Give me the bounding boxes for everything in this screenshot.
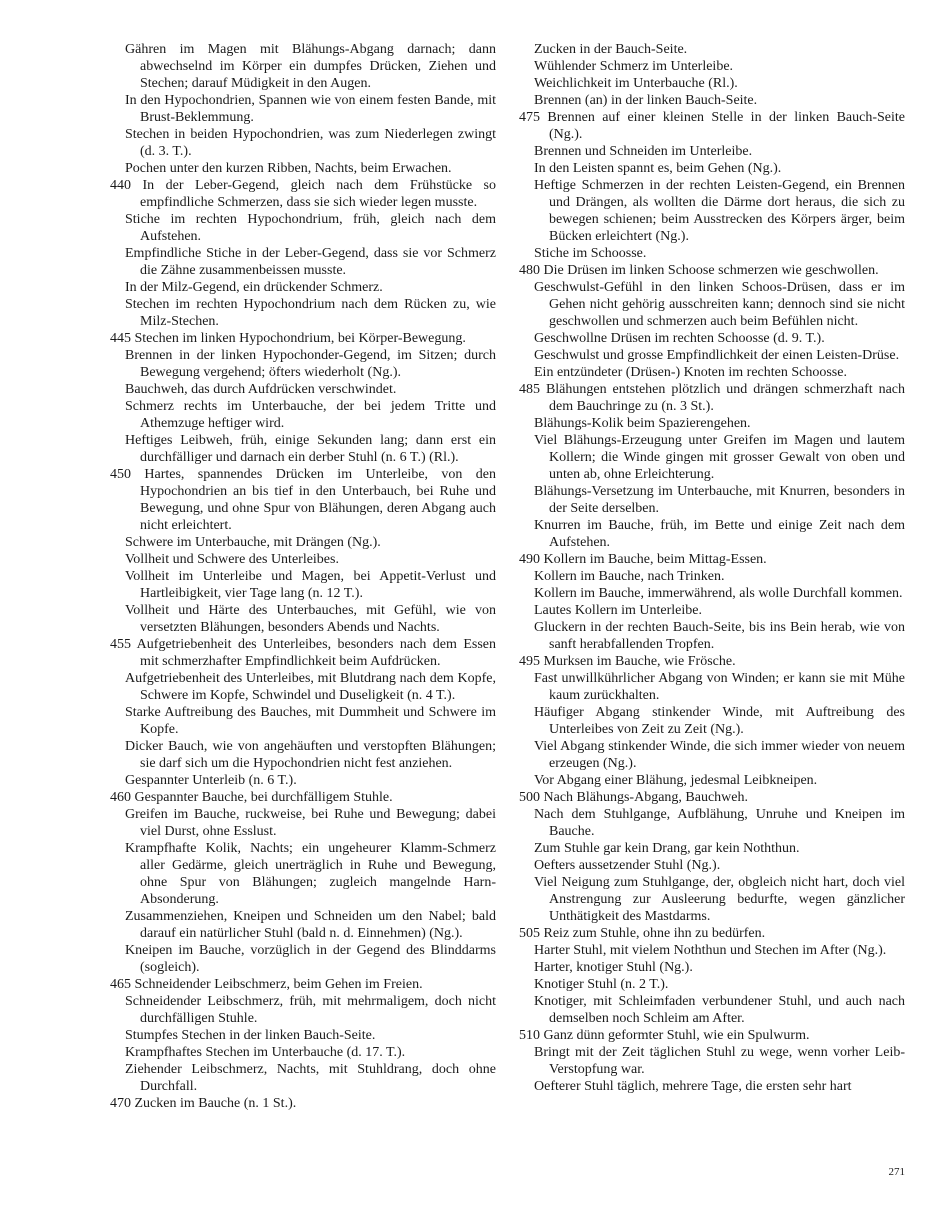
entry: [110, 670, 496, 704]
entry: [110, 738, 496, 772]
entry-text: Kollern im Bauche, beim Mittag-Essen.: [543, 552, 767, 567]
entry: [519, 976, 905, 993]
entry: [519, 857, 905, 874]
entry: [519, 993, 905, 1027]
entry: [519, 568, 905, 585]
entry: [519, 789, 905, 806]
entry: [110, 330, 496, 347]
entry: [110, 466, 496, 534]
entry-text: Hartes, spannendes Drücken im Unterleibe, von den Hypochondrien an bis tief in den Unterbauch, bei Ruhe und Bewegung, und ohne Spur von Blähungen, deren Abgang auch nicht erleichtert.: [140, 467, 497, 533]
entry: [110, 840, 496, 908]
entry: [519, 585, 905, 602]
entry-number: 445: [110, 331, 135, 346]
entry: [519, 704, 905, 738]
entry-text: Häufiger Abgang stinkender Winde, mit Auftreibung des Unterleibes von Zeit zu Zeit (Ng.).: [534, 705, 905, 737]
entry-text: Harter, knotiger Stuhl (Ng.).: [534, 960, 693, 975]
entry: [519, 738, 905, 772]
entry-text: In der Leber-Gegend, gleich nach dem Frühstücke so empfindliche Schmerzen, dass sie sich wieder legen musste.: [140, 178, 496, 210]
entry: [519, 925, 905, 942]
entry-text: Oefterer Stuhl täglich, mehrere Tage, die ersten sehr hart: [534, 1079, 852, 1094]
entry-text: Lautes Kollern im Unterleibe.: [534, 603, 702, 618]
entry: [110, 1061, 496, 1095]
entry-text: Gluckern in der rechten Bauch-Seite, bis ins Bein herab, wie von sanft herabfallenden Tropfen.: [534, 620, 905, 652]
entry-text: Stumpfes Stechen in der linken Bauch-Seite.: [125, 1028, 376, 1043]
entry-text: Heftiges Leibweh, früh, einige Sekunden lang; dann erst ein durchfälliger und darnach ein derber Stuhl (n. 6 T.) (Rl.).: [125, 433, 496, 465]
entry-text: Brennen (an) in der linken Bauch-Seite.: [534, 93, 758, 108]
entry-text: Stiche im Schoosse.: [534, 246, 647, 261]
entry: [110, 993, 496, 1027]
entry: [110, 92, 496, 126]
entry: [519, 1044, 905, 1078]
entry-number: 505: [519, 926, 544, 941]
entry: [519, 942, 905, 959]
entry-text: Kollern im Bauche, immerwährend, als wolle Durchfall kommen.: [534, 586, 903, 601]
entry: [110, 534, 496, 551]
entry-number: 480: [519, 263, 544, 278]
entry: [519, 41, 905, 58]
entry-text: Blähungen entstehen plötzlich und drängen schmerzhaft nach dem Bauchringe zu (n. 3 St.).: [545, 382, 905, 414]
entry-text: Knotiger Stuhl (n. 2 T.).: [534, 977, 669, 992]
entry-text: Reiz zum Stuhle, ohne ihn zu bedürfen.: [543, 926, 766, 941]
entry: [110, 126, 496, 160]
entry: [110, 704, 496, 738]
entry-number: 440: [110, 178, 143, 193]
entry: [110, 160, 496, 177]
entry-number: 500: [519, 790, 544, 805]
entry: [519, 619, 905, 653]
entry: [110, 398, 496, 432]
entry: [519, 364, 905, 381]
entry-text: Heftige Schmerzen in der rechten Leisten-Gegend, ein Brennen und Drängen, als wollten die Därme dort heraus, die sich zu bewegen schienen; beim Ausstrecken des Körpers ärger, beim Bücken erleichtert (Ng.).: [534, 178, 905, 244]
entry: [110, 245, 496, 279]
entry-text: Kneipen im Bauche, vorzüglich in der Gegend des Blinddarms (sogleich).: [125, 943, 496, 975]
entry-text: Gespannter Bauche, bei durchfälligem Stuhle.: [134, 790, 393, 805]
entry-text: Ein entzündeter (Drüsen-) Knoten im rechten Schoosse.: [534, 365, 847, 380]
entry-text: Viel Abgang stinkender Winde, die sich immer wieder von neuem erzeugen (Ng.).: [534, 739, 905, 771]
entry-text: Stechen in beiden Hypochondrien, was zum Niederlegen zwingt (d. 3. T.).: [125, 127, 496, 159]
entry-text: In der Milz-Gegend, ein drückender Schmerz.: [125, 280, 383, 295]
entry-text: Pochen unter den kurzen Ribben, Nachts, beim Erwachen.: [125, 161, 452, 176]
entry: [519, 1078, 905, 1095]
entry-text: Aufgetriebenheit des Unterleibes, mit Blutdrang nach dem Kopfe, Schwere im Kopfe, Schwindel und Duseligkeit (n. 4 T.).: [125, 671, 496, 703]
entry: [519, 177, 905, 245]
entry: [519, 1027, 905, 1044]
entry-text: Vollheit und Schwere des Unterleibes.: [125, 552, 339, 567]
entry-number: 490: [519, 552, 544, 567]
entry: [519, 670, 905, 704]
entry-text: Brennen und Schneiden im Unterleibe.: [534, 144, 753, 159]
entry-text: Blähungs-Kolik beim Spazierengehen.: [534, 416, 751, 431]
entry: [110, 636, 496, 670]
entry-text: Geschwollne Drüsen im rechten Schoosse (d. 9. T.).: [534, 331, 825, 346]
entry-number: 475: [519, 110, 548, 125]
entry-text: Geschwulst und grosse Empfindlichkeit der einen Leisten-Drüse.: [534, 348, 900, 363]
entry: [519, 483, 905, 517]
left-column: [110, 41, 496, 1112]
entry: [519, 160, 905, 177]
entry-text: Schneidender Leibschmerz, beim Gehen im Freien.: [134, 977, 423, 992]
entry-text: Krampfhaftes Stechen im Unterbauche (d. 17. T.).: [125, 1045, 406, 1060]
entry-text: Geschwulst-Gefühl in den linken Schoos-Drüsen, dass er im Gehen nicht gehörig ausschreiten kann; dennoch sind sie nicht geschwollen und schmerzen auch beim Befühlen nicht.: [534, 280, 905, 329]
entry: [519, 92, 905, 109]
entry: [110, 908, 496, 942]
entry-text: Zucken in der Bauch-Seite.: [534, 42, 688, 57]
entry-text: Vollheit und Härte des Unterbauches, mit Gefühl, wie von versetzten Blähungen, besonders Abends und Nachts.: [125, 603, 496, 635]
entry: [519, 772, 905, 789]
entry: [110, 789, 496, 806]
entry-text: Zusammenziehen, Kneipen und Schneiden um den Nabel; bald darauf ein natürlicher Stuhl (bald n. d. Einnehmen) (Ng.).: [125, 909, 496, 941]
entry-text: Vor Abgang einer Blähung, jedesmal Leibkneipen.: [534, 773, 818, 788]
entry: [519, 279, 905, 330]
entry-text: Bringt mit der Zeit täglichen Stuhl zu wege, wenn vorher Leib-Verstopfung war.: [534, 1045, 905, 1077]
entry-text: Stechen im linken Hypochondrium, bei Körper-Bewegung.: [134, 331, 466, 346]
entry-number: 470: [110, 1096, 135, 1111]
entry: [519, 262, 905, 279]
entry: [110, 177, 496, 211]
entry-text: Gespannter Unterleib (n. 6 T.).: [125, 773, 297, 788]
entry-text: Starke Auftreibung des Bauches, mit Dummheit und Schwere im Kopfe.: [125, 705, 496, 737]
entry: [519, 381, 905, 415]
entry-text: Schmerz rechts im Unterbauche, der bei jedem Tritte und Athemzuge heftiger wird.: [125, 399, 496, 431]
entry: [519, 840, 905, 857]
entry-text: Schwere im Unterbauche, mit Drängen (Ng.).: [125, 535, 381, 550]
right-column: [519, 41, 905, 1095]
entry: [519, 517, 905, 551]
entry: [110, 806, 496, 840]
entry-text: Bauchweh, das durch Aufdrücken verschwindet.: [125, 382, 397, 397]
entry: [110, 381, 496, 398]
entry: [110, 1044, 496, 1061]
entry: [519, 874, 905, 925]
entry: [519, 347, 905, 364]
entry: [519, 330, 905, 347]
entry: [519, 959, 905, 976]
entry-text: Brennen in der linken Hypochonder-Gegend, im Sitzen; durch Bewegung vergehend; öfters wiederholt (Ng.).: [125, 348, 496, 380]
entry-text: Empfindliche Stiche in der Leber-Gegend, dass sie vor Schmerz die Zähne zusammenbeissen musste.: [125, 246, 496, 278]
entry-number: 485: [519, 382, 546, 397]
entry: [519, 143, 905, 160]
entry-number: 465: [110, 977, 135, 992]
entry-text: Stiche im rechten Hypochondrium, früh, gleich nach dem Aufstehen.: [125, 212, 496, 244]
entry-text: Knotiger, mit Schleimfaden verbundener Stuhl, und auch nach demselben noch Schleim am After.: [534, 994, 905, 1026]
entry-text: Greifen im Bauche, ruckweise, bei Ruhe und Bewegung; dabei viel Durst, ohne Esslust.: [125, 807, 496, 839]
entry-number: 455: [110, 637, 137, 652]
entry-text: Nach dem Stuhlgange, Aufblähung, Unruhe und Kneipen im Bauche.: [534, 807, 905, 839]
entry: [110, 976, 496, 993]
entry-text: Harter Stuhl, mit vielem Noththun und Stechen im After (Ng.).: [534, 943, 887, 958]
entry-text: Zucken im Bauche (n. 1 St.).: [134, 1096, 297, 1111]
entry-text: Brennen auf einer kleinen Stelle in der linken Bauch-Seite (Ng.).: [547, 110, 905, 142]
entry-text: Aufgetriebenheit des Unterleibes, besonders nach dem Essen mit schmerzhafter Empfindlichkeit beim Aufdrücken.: [136, 637, 496, 669]
entry-text: Schneidender Leibschmerz, früh, mit mehrmaligem, doch nicht durchfälligen Stuhle.: [125, 994, 496, 1026]
entry-text: Kollern im Bauche, nach Trinken.: [534, 569, 725, 584]
entry: [519, 551, 905, 568]
entry-text: Gähren im Magen mit Blähungs-Abgang darnach; dann abwechselnd im Körper ein dumpfes Drücken, Ziehen und Stechen; darauf Müdigkeit in den Augen.: [125, 42, 496, 91]
entry-text: Blähungs-Versetzung im Unterbauche, mit Knurren, besonders in der Seite derselben.: [534, 484, 905, 516]
entry: [110, 602, 496, 636]
entry: [519, 109, 905, 143]
entry: [110, 568, 496, 602]
entry: [110, 1095, 496, 1112]
entry-text: Krampfhafte Kolik, Nachts; ein ungeheurer Klamm-Schmerz aller Gedärme, gleich unerträglich in Ruhe und Bewegung, ohne Spur von Blähungen; zugleich mangelnde Harn-Absonderung.: [125, 841, 496, 907]
entry-text: Ganz dünn geformter Stuhl, wie ein Spulwurm.: [543, 1028, 810, 1043]
entry: [110, 211, 496, 245]
entry: [110, 296, 496, 330]
entry-number: 450: [110, 467, 145, 482]
entry-text: Vollheit im Unterleibe und Magen, bei Appetit-Verlust und Hartleibigkeit, vier Tage lang (n. 12 T.).: [125, 569, 496, 601]
entry-text: Oefters aussetzender Stuhl (Ng.).: [534, 858, 721, 873]
entry: [519, 75, 905, 92]
entry-text: Zum Stuhle gar kein Drang, gar kein Noththun.: [534, 841, 800, 856]
entry: [519, 245, 905, 262]
page-number: 271: [888, 1166, 905, 1178]
entry-number: 460: [110, 790, 135, 805]
entry: [519, 58, 905, 75]
entry-text: Nach Blähungs-Abgang, Bauchweh.: [543, 790, 749, 805]
entry-text: Die Drüsen im linken Schoose schmerzen wie geschwollen.: [543, 263, 879, 278]
entry-text: Murksen im Bauche, wie Frösche.: [543, 654, 736, 669]
entry-text: Fast unwillkührlicher Abgang von Winden; er kann sie mit Mühe kaum zurückhalten.: [534, 671, 905, 703]
entry: [519, 415, 905, 432]
entry: [110, 347, 496, 381]
entry-text: In den Leisten spannt es, beim Gehen (Ng.).: [534, 161, 782, 176]
entry: [110, 279, 496, 296]
entry-text: Weichlichkeit im Unterbauche (Rl.).: [534, 76, 738, 91]
entry: [110, 41, 496, 92]
entry-text: Knurren im Bauche, früh, im Bette und einige Zeit nach dem Aufstehen.: [534, 518, 905, 550]
entry-number: 510: [519, 1028, 544, 1043]
entry: [110, 1027, 496, 1044]
entry-text: Viel Blähungs-Erzeugung unter Greifen im Magen und lautem Kollern; die Winde gingen mit grosser Gewalt von oben und unten ab, ohne Erleichterung.: [534, 433, 905, 482]
entry-number: 495: [519, 654, 544, 669]
entry: [519, 653, 905, 670]
entry-text: Ziehender Leibschmerz, Nachts, mit Stuhldrang, doch ohne Durchfall.: [125, 1062, 496, 1094]
entry: [110, 772, 496, 789]
entry: [519, 806, 905, 840]
entry: [110, 551, 496, 568]
entry: [519, 602, 905, 619]
entry: [519, 432, 905, 483]
entry: [110, 432, 496, 466]
entry-text: Dicker Bauch, wie von angehäuften und verstopften Blähungen; sie darf sich um die Hypochondrien nicht fest anziehen.: [125, 739, 496, 771]
entry-text: In den Hypochondrien, Spannen wie von einem festen Bande, mit Brust-Beklemmung.: [125, 93, 496, 125]
entry-text: Viel Neigung zum Stuhlgange, der, obgleich nicht hart, doch viel Anstrengung zur Ausleerung bedurfte, wegen gänzlicher Unthätigkeit des Mastdarms.: [534, 875, 905, 924]
entry-text: Stechen im rechten Hypochondrium nach dem Rücken zu, wie Milz-Stechen.: [125, 297, 496, 329]
entry: [110, 942, 496, 976]
entry-text: Wühlender Schmerz im Unterleibe.: [534, 59, 734, 74]
